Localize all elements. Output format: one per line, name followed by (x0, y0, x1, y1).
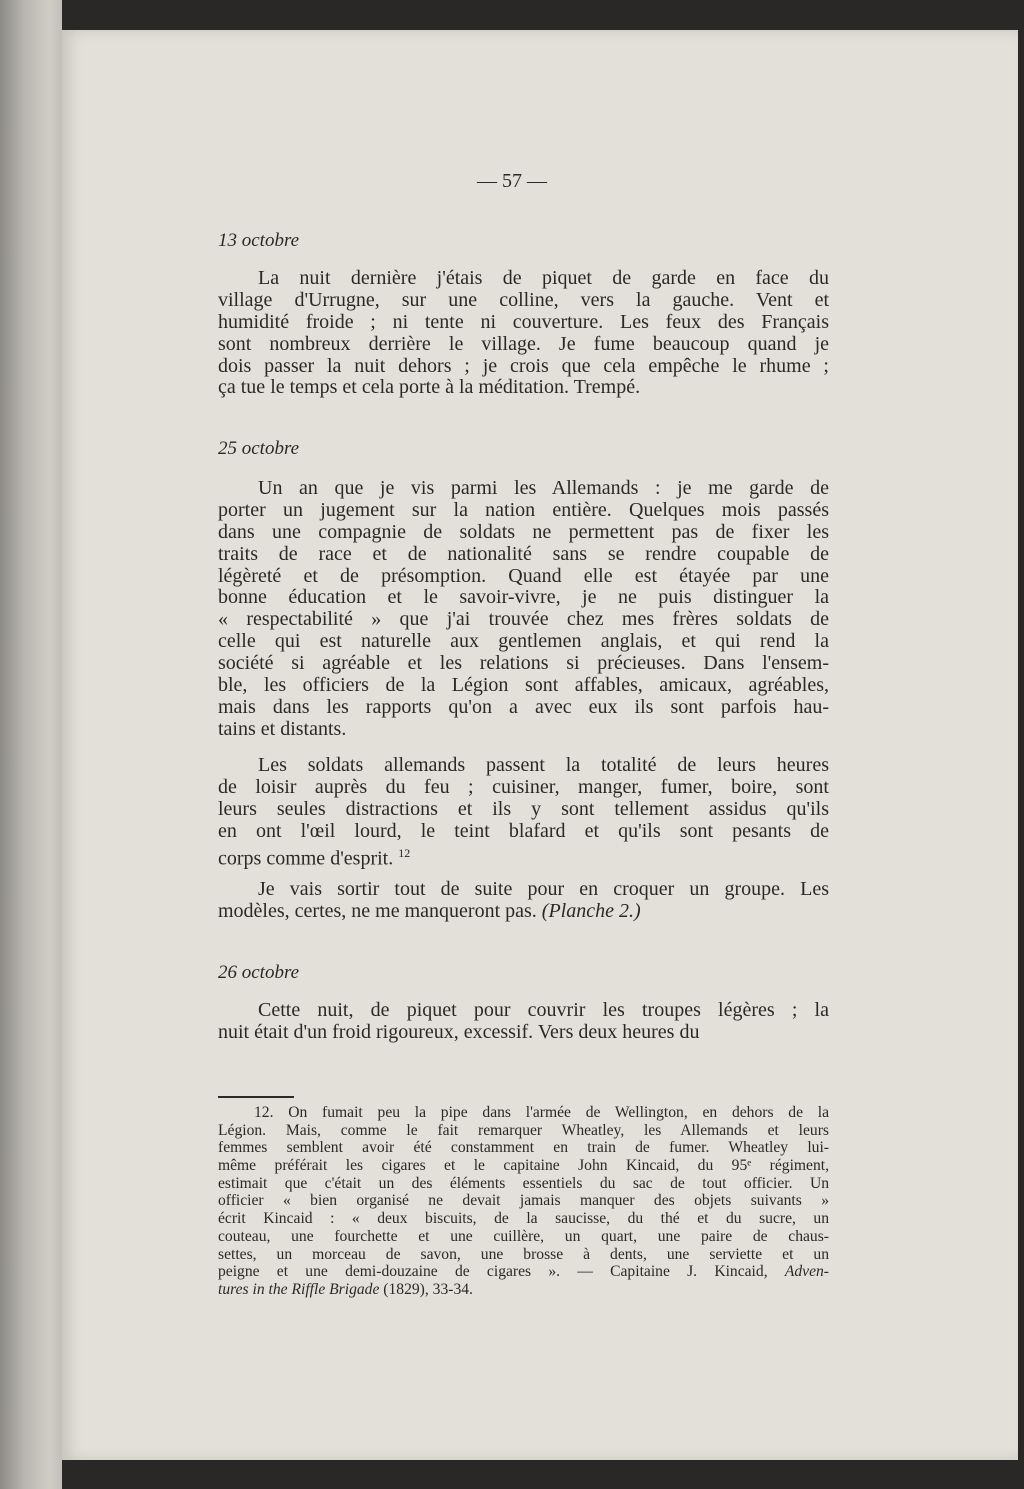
line-text: ble, les officiers de la Légion sont affables, amicaux, agréables, (218, 674, 829, 697)
line-text: mais dans les rapports qu'on a avec eux ils sont parfois hau- (218, 695, 829, 718)
line-text: bonne éducation et le savoir-vivre, je ne puis distinguer la (218, 586, 829, 609)
footnote-line: écrit Kincaid : « deux biscuits, de la saucisse, du thé et du sucre, un (218, 1210, 829, 1228)
line-text: « respectabilité » que j'ai trouvée chez mes frères soldats de (218, 608, 829, 631)
line-text: légèreté et de présomption. Quand elle est étayée par une (218, 564, 829, 587)
footnote-line: 12. On fumait peu la pipe dans l'armée de Wellington, en dehors de la (254, 1104, 829, 1121)
line-text: de loisir auprès du feu ; cuisiner, manger, fumer, boire, sont (218, 775, 829, 798)
paragraph (218, 268, 829, 399)
text-line (218, 478, 829, 500)
text-line (218, 901, 829, 923)
footnote-line: settes, un morceau de savon, une brosse à dents, une serviette et un (218, 1245, 829, 1263)
text-line (218, 312, 829, 334)
line-text: ça tue le temps et cela porte à la méditation. Trempé. (218, 376, 641, 399)
line-text: leurs seules distractions et ils y sont tellement assidus qu'ils (218, 797, 829, 820)
footnote-line: officier « bien organisé ne devait jamais manquer des objets suivants » (218, 1192, 829, 1210)
text-line (218, 500, 829, 522)
text-line (218, 843, 829, 870)
text-line (218, 675, 829, 697)
text-line (218, 653, 829, 675)
text-line (218, 522, 829, 544)
paragraph (218, 754, 829, 870)
paragraph (218, 1000, 829, 1044)
footnote-line (218, 1281, 829, 1299)
line-text: Cette nuit, de piquet pour couvrir les troupes légères ; la (258, 999, 829, 1021)
text-line (218, 1000, 829, 1022)
footnote-text: peigne et une demi-douzaine de cigares ». — Capitaine J. Kincaid, (218, 1263, 785, 1281)
line-text: nuit était d'un froid rigoureux, excessif. Vers deux heures du (218, 1020, 700, 1043)
plate-reference: (Planche 2.) (541, 899, 641, 922)
line-text: porter un jugement sur la nation entière. Quelques mois passés (218, 498, 829, 521)
text-line (218, 587, 829, 609)
text-line (218, 268, 829, 290)
footnote-line (218, 1263, 829, 1281)
footnote-line: femmes semblent avoir été constamment en train de fumer. Wheatley lui- (218, 1139, 829, 1157)
line-text: corps comme d'esprit. (218, 847, 394, 870)
line-text: société si agréable et les relations si précieuses. Dans l'ensem- (218, 652, 829, 675)
line-text: humidité froide ; ni tente ni couverture. Les feux des Français (218, 310, 829, 333)
text-line (218, 566, 829, 588)
entry-date-heading: 25 octobre (218, 438, 300, 459)
book-title: Adven- (784, 1263, 829, 1281)
line-text: village d'Urrugne, sur une colline, vers la gauche. Vent et (218, 288, 829, 311)
footnote-text: (1829), 33-34. (379, 1280, 473, 1298)
line-text: Les soldats allemands passent la totalité de leurs heures (258, 754, 829, 776)
text-line (218, 377, 829, 399)
line-text: tains et distants. (218, 717, 347, 740)
text-line (218, 799, 829, 821)
text-line (218, 609, 829, 631)
book-title: tures in the Riffle Brigade (218, 1280, 380, 1298)
footnote-reference: 12 (398, 845, 411, 860)
entry-date-heading: 26 octobre (218, 962, 300, 983)
book-spine-shadow (0, 0, 62, 1489)
text-line (218, 755, 829, 777)
entry-date-heading: 13 octobre (218, 230, 300, 251)
text-line (218, 356, 829, 378)
line-text: traits de race et de nationalité sans se rendre coupable de (218, 542, 829, 565)
text-line (218, 719, 829, 741)
footnote-rule (218, 1096, 294, 1098)
paragraph (218, 478, 829, 741)
text-line (218, 290, 829, 312)
footnote-line: Légion. Mais, comme le fait remarquer Wheatley, les Allemands et leurs (218, 1121, 829, 1139)
page-number: — 57 — (477, 170, 547, 192)
text-line (218, 544, 829, 566)
footnote (218, 1104, 829, 1299)
line-text: dans une compagnie de soldats ne permettent pas de fixer les (218, 520, 829, 543)
line-text: celle qui est naturelle aux gentlemen anglais, et qui rend la (218, 630, 829, 653)
text-line (218, 697, 829, 719)
text-line (218, 879, 829, 901)
text-line (218, 334, 829, 356)
footnote-line: estimait que c'était un des éléments essentiels du sac de tout officier. Un (218, 1174, 829, 1192)
text-line (218, 1022, 829, 1044)
text-line (218, 631, 829, 653)
line-text: La nuit dernière j'étais de piquet de garde en face du (258, 267, 829, 289)
text-line (218, 821, 829, 843)
line-text: dois passer la nuit dehors ; je crois que cela empêche le rhume ; (218, 354, 829, 377)
line-text: Un an que je vis parmi les Allemands : je me garde de (258, 477, 829, 499)
footnote-line: même préférait les cigares et le capitaine John Kincaid, du 95ᵉ régiment, (218, 1157, 829, 1175)
paragraph (218, 879, 829, 923)
line-text: sont nombreux derrière le village. Je fume beaucoup quand je (218, 332, 829, 355)
line-text: Je vais sortir tout de suite pour en croquer un groupe. Les (258, 878, 829, 900)
footnote-line: couteau, une fourchette et une cuillère, un quart, une paire de chaus- (218, 1227, 829, 1245)
line-text: en ont l'œil lourd, le teint blafard et qu'ils sont pesants de (218, 819, 829, 842)
text-line (218, 777, 829, 799)
line-text: modèles, certes, ne me manqueront pas. (218, 899, 537, 922)
